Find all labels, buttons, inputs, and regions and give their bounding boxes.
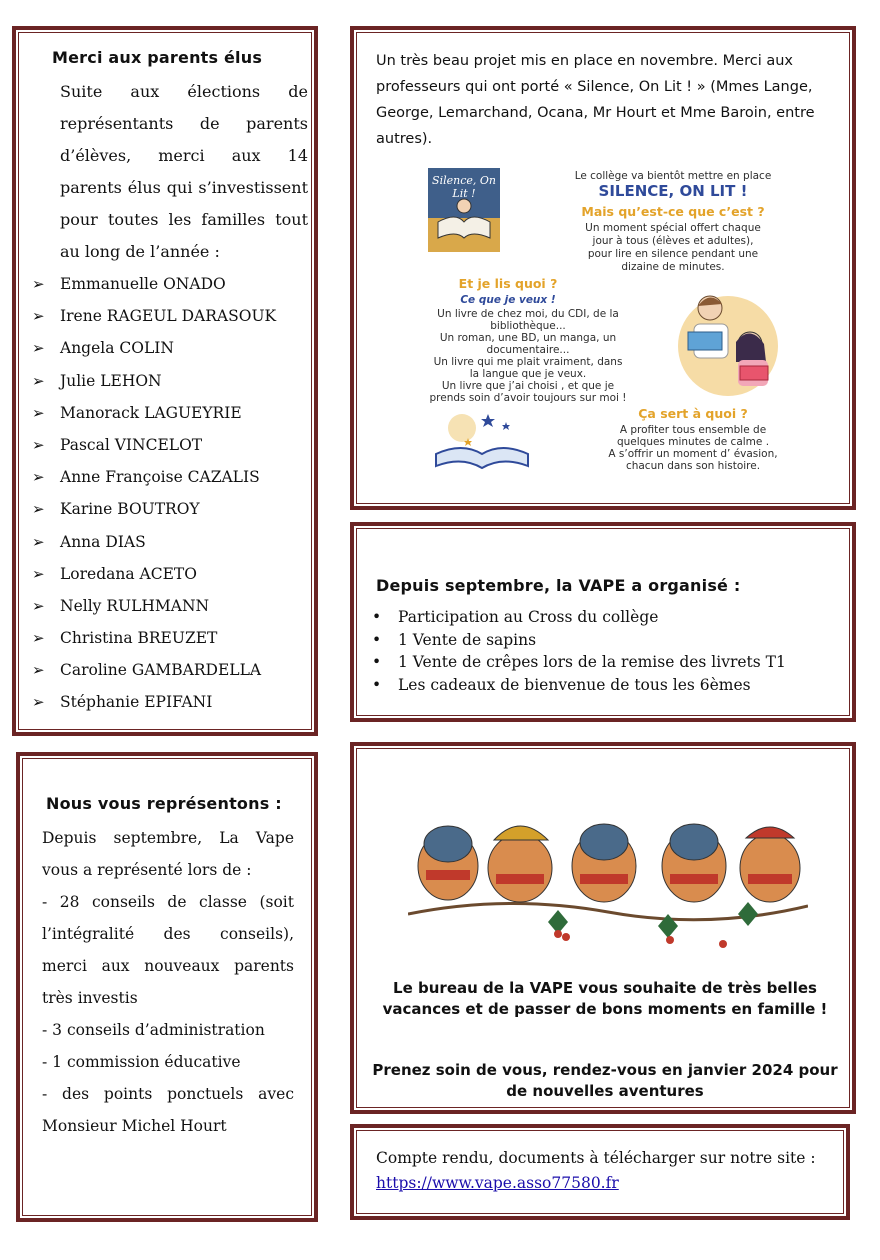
list-item bbox=[16, 493, 276, 525]
parent-name: Manorack LAGUEYRIE bbox=[60, 403, 242, 422]
event-label: Les cadeaux de bienvenue de tous les 6èmes bbox=[398, 675, 751, 694]
poster-cover-text: Silence, On Lit ! bbox=[432, 174, 496, 200]
arrow-bullet-icon: ➢ bbox=[32, 275, 45, 293]
parent-name: Anna DIAS bbox=[60, 532, 146, 551]
website-panel bbox=[350, 1124, 850, 1220]
parent-name: Loredana ACETO bbox=[60, 564, 197, 583]
website-link[interactable]: https://www.vape.asso77580.fr bbox=[376, 1174, 619, 1192]
poster-answer-2-line: Un livre que j’ai choisi , et que je bbox=[441, 380, 615, 392]
poster-answer-3-line: A s’offrir un moment d’ évasion, bbox=[608, 448, 778, 460]
poster-answer-1-line: Un moment spécial offert chaque bbox=[585, 222, 761, 234]
parent-name: Karine BOUTROY bbox=[60, 500, 200, 519]
representation-line: - 3 conseils d’administration bbox=[42, 1021, 265, 1039]
representation-panel bbox=[16, 752, 318, 1222]
representation-line: - des points ponctuels avec Monsieur Michel Hourt bbox=[42, 1085, 294, 1135]
list-item bbox=[16, 429, 276, 461]
poster-question-1: Mais qu’est-ce que c’est ? bbox=[581, 204, 765, 219]
poster-answer-1-line: jour à tous (élèves et adultes), bbox=[592, 235, 754, 247]
parent-name: Emmanuelle ONADO bbox=[60, 275, 226, 293]
arrow-bullet-icon: ➢ bbox=[32, 500, 45, 519]
poster-answer-1-line: pour lire en silence pendant une bbox=[587, 248, 759, 260]
poster-question-2: Et je lis quoi ? bbox=[458, 276, 558, 291]
parents-elus-title: Merci aux parents élus bbox=[52, 48, 263, 67]
parent-name: Nelly RULHMANN bbox=[60, 596, 210, 615]
event-label: 1 Vente de sapins bbox=[398, 630, 537, 649]
poster-question-3: Ça sert à quoi ? bbox=[638, 406, 748, 421]
poster-question-2-sub: Ce que je veux ! bbox=[460, 294, 556, 306]
poster-answer-3-line: A profiter tous ensemble de bbox=[619, 424, 767, 436]
parents-elus-intro: Suite aux élections de représentants de parents d’élèves, merci aux 14 parents élus qui s’investissent pour toutes les familles tout au long de l’année : bbox=[60, 82, 308, 261]
arrow-bullet-icon: ➢ bbox=[32, 564, 45, 583]
list-item bbox=[16, 332, 276, 364]
readers-illustration bbox=[658, 280, 788, 398]
poster-title: SILENCE, ON LIT ! bbox=[598, 182, 748, 200]
list-item bbox=[16, 365, 276, 397]
poster-answer-2-line: Un livre de chez moi, du CDI, de la bbox=[437, 308, 619, 320]
list-item bbox=[372, 674, 786, 697]
poster-answer-2-line: Un livre qui me plait vraiment, dans bbox=[433, 356, 623, 368]
parent-name: Stéphanie EPIFANI bbox=[60, 693, 213, 712]
arrow-bullet-icon: ➢ bbox=[32, 403, 45, 422]
list-item bbox=[16, 654, 276, 686]
wishes-line-2: Prenez soin de vous, rendez-vous en janvier 2024 pour de nouvelles aventures bbox=[372, 1061, 838, 1100]
poster-answer-2-line: prends soin d’avoir toujours sur moi ! bbox=[429, 392, 627, 404]
representation-line: - 1 commission éducative bbox=[42, 1053, 241, 1071]
parent-name: Anne Françoise CAZALIS bbox=[60, 468, 260, 487]
event-label: Participation au Cross du collège bbox=[398, 608, 659, 626]
poster-answer-2-line: bibliothèque... bbox=[490, 320, 566, 332]
list-item bbox=[16, 686, 276, 718]
event-label: 1 Vente de crêpes lors de la remise des livrets T1 bbox=[398, 653, 786, 671]
representation-body bbox=[42, 822, 294, 1142]
list-item bbox=[372, 651, 786, 674]
parent-name: Pascal VINCELOT bbox=[60, 435, 203, 454]
vape-events-panel bbox=[350, 522, 856, 722]
poster-answer-2-line: la langue que je veux. bbox=[469, 368, 587, 380]
list-item bbox=[372, 606, 786, 629]
list-item bbox=[16, 397, 276, 429]
list-item bbox=[16, 300, 276, 332]
arrow-bullet-icon: ➢ bbox=[32, 371, 45, 390]
list-item bbox=[372, 629, 786, 652]
silence-on-lit-panel bbox=[350, 26, 856, 510]
wishes-line-1: Le bureau de la VAPE vous souhaite de très belles vacances et de passer de bons moments en famille ! bbox=[382, 979, 828, 1018]
poster-answer-1-line: dizaine de minutes. bbox=[621, 261, 725, 273]
list-item bbox=[16, 622, 276, 654]
silence-poster bbox=[428, 168, 808, 480]
arrow-bullet-icon: ➢ bbox=[32, 532, 45, 551]
bullet-icon: • bbox=[372, 653, 382, 671]
holiday-wishes-panel bbox=[350, 742, 856, 1114]
list-item bbox=[16, 590, 276, 622]
arrow-bullet-icon: ➢ bbox=[32, 629, 45, 648]
parent-name: Caroline GAMBARDELLA bbox=[60, 661, 262, 680]
list-item bbox=[16, 268, 276, 300]
representation-line: - 28 conseils de classe (soit l’intégralité des conseils), merci aux nouveaux parents très investis bbox=[42, 893, 294, 1007]
vape-events-title: Depuis septembre, la VAPE a organisé : bbox=[376, 576, 741, 595]
parent-name: Angela COLIN bbox=[60, 339, 174, 358]
vape-events-list bbox=[372, 606, 786, 696]
arrow-bullet-icon: ➢ bbox=[32, 468, 45, 487]
list-item bbox=[16, 558, 276, 590]
bullet-icon: • bbox=[372, 608, 382, 626]
website-text-block bbox=[376, 1146, 832, 1196]
arrow-bullet-icon: ➢ bbox=[32, 693, 45, 712]
parent-name: Julie LEHON bbox=[60, 371, 162, 390]
poster-intro: Le collège va bientôt mettre en place bbox=[574, 170, 772, 182]
open-book-illustration bbox=[428, 408, 538, 474]
list-item bbox=[16, 526, 276, 558]
silence-intro: Un très beau projet mis en place en novembre. Merci aux professeurs qui ont porté « Silence, On Lit ! » (Mmes Lange, George, Lemarchand, Ocana, Mr Hourt et Mme Baroin, entre autres). bbox=[376, 53, 815, 147]
poster-answer-3-line: chacun dans son histoire. bbox=[625, 460, 761, 472]
arrow-bullet-icon: ➢ bbox=[32, 596, 45, 615]
parents-elus-panel bbox=[12, 26, 318, 736]
bullet-icon: • bbox=[372, 675, 382, 694]
parent-name: Irene RAGEUL DARASOUK bbox=[60, 307, 277, 326]
representation-line: Depuis septembre, La Vape vous a représenté lors de : bbox=[42, 829, 294, 879]
arrow-bullet-icon: ➢ bbox=[32, 435, 45, 454]
arrow-bullet-icon: ➢ bbox=[32, 339, 45, 358]
representation-title: Nous vous représentons : bbox=[46, 794, 282, 813]
winter-birds-illustration bbox=[408, 794, 808, 960]
bullet-icon: • bbox=[372, 630, 382, 649]
poster-answer-3-line: quelques minutes de calme . bbox=[616, 436, 770, 448]
poster-answer-2-line: documentaire... bbox=[486, 344, 570, 356]
arrow-bullet-icon: ➢ bbox=[32, 307, 45, 326]
list-item bbox=[16, 461, 276, 493]
arrow-bullet-icon: ➢ bbox=[32, 661, 45, 680]
website-text: Compte rendu, documents à télécharger sur notre site : bbox=[376, 1149, 816, 1167]
parents-elus-list bbox=[16, 268, 276, 719]
poster-answer-2-line: Un roman, une BD, un manga, un bbox=[439, 332, 617, 344]
parent-name: Christina BREUZET bbox=[60, 629, 218, 648]
